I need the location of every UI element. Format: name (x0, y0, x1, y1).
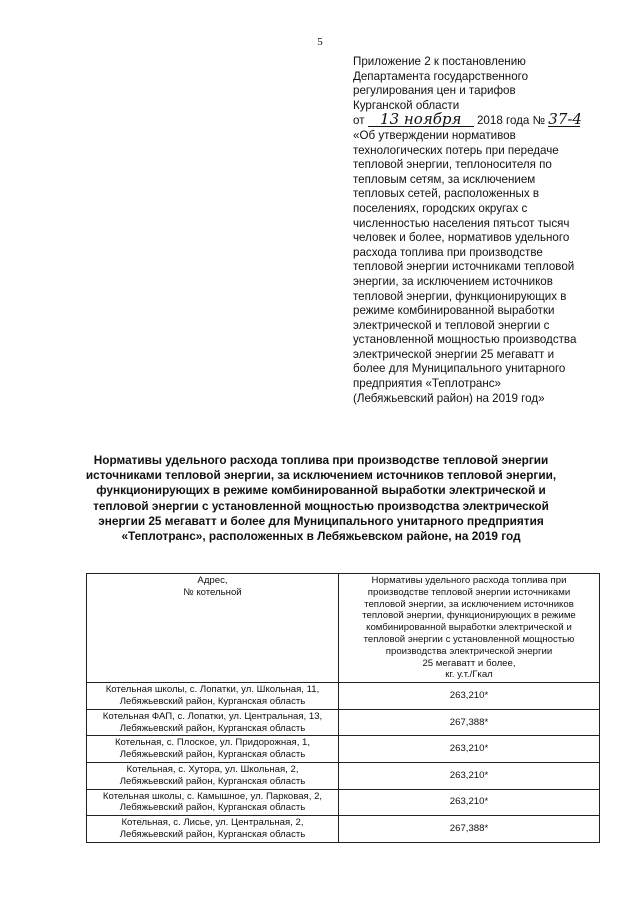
appendix-title-line: более для Муниципального унитарного (353, 362, 566, 376)
address-text: Лебяжьевский район, Курганская область (119, 802, 306, 814)
address-cell (87, 736, 339, 763)
header-text: Адрес, (197, 575, 228, 586)
appendix-line: Приложение 2 к постановлению (353, 55, 526, 68)
address-cell (87, 789, 339, 816)
appendix-title-line: расхода топлива при производстве (353, 245, 543, 259)
address-cell (87, 762, 339, 789)
address-text: Котельная школы, с. Камышное, ул. Парковая, 2, (102, 790, 323, 802)
header-text: комбинированной выработки электрической и (366, 622, 572, 634)
header-text: тепловой энергии, функционирующих в режиме (362, 610, 576, 622)
appendix-title-line: технологических потерь при передаче (353, 143, 559, 157)
address-text: Лебяжьевский район, Курганская область (119, 722, 306, 734)
heading-line: «Теплотранс», расположенных в Лебяжьевском районе, на 2019 год (121, 529, 521, 544)
address-text: Котельная, с. Хутора, ул. Школьная, 2, (126, 763, 299, 775)
appendix-title-line: человек и более, нормативов удельного (353, 231, 570, 245)
appendix-line: регулирования цен и тарифов (353, 84, 516, 98)
appendix-title-line: электрической и тепловой энергии с (353, 318, 550, 332)
appendix-date-line (353, 110, 603, 129)
appendix-title-line: тепловым сетям, за исключением (353, 172, 536, 186)
appendix-title-line: энергии, за исключением источников (353, 274, 553, 288)
heading-line: тепловой энергии с установленной мощностью производства электрической (93, 498, 549, 513)
appendix-title-line: тепловых сетей, расположенных в (353, 187, 540, 201)
appendix-line: Курганской области (353, 98, 460, 112)
table-row (87, 709, 600, 736)
table-row (87, 789, 600, 816)
appendix-title-line: тепловой энергии, функционирующих в (353, 289, 567, 303)
handwritten-number: 37-4 (548, 110, 582, 129)
value-cell: 263,210* (339, 736, 600, 763)
appendix-title-line: установленной мощностью производства (353, 333, 577, 347)
table-row (87, 816, 600, 843)
address-text: Котельная ФАП, с. Лопатки, ул. Центральная, 13, (102, 710, 323, 722)
value-cell: 263,210* (339, 762, 600, 789)
value-cell: 267,388* (339, 709, 600, 736)
table-row (87, 683, 600, 710)
heading-line: источниками тепловой энергии, за исключением источников тепловой энергии, (85, 468, 557, 483)
page-number: 5 (317, 36, 323, 48)
address-cell (87, 683, 339, 710)
header-norm (339, 574, 600, 683)
value-cell: 263,210* (339, 683, 600, 710)
header-text: тепловой энергии, за исключением источников (364, 598, 574, 610)
address-cell (87, 709, 339, 736)
value-cell: 263,210* (339, 789, 600, 816)
table-row (87, 762, 600, 789)
heading-line: Нормативы удельного расхода топлива при производстве тепловой энергии (93, 453, 549, 467)
header-text: производстве тепловой энергии источниками (367, 586, 571, 598)
date-prefix: от (353, 114, 365, 128)
appendix-title-line: (Лебяжьевский район) на 2019 год» (353, 391, 545, 405)
address-text: Лебяжьевский район, Курганская область (119, 749, 306, 761)
appendix-title-line: электрической энергии 25 мегаватт и (353, 347, 555, 361)
address-text: Котельная, с. Лисье, ул. Центральная, 2, (121, 817, 304, 829)
appendix-line: Департамента государственного (353, 69, 529, 83)
address-text: Котельная, с. Плоское, ул. Придорожная, 1, (114, 737, 311, 749)
header-text: № котельной (183, 586, 242, 598)
appendix-title-line: тепловой энергии источниками тепловой (353, 260, 575, 274)
address-text: Лебяжьевский район, Курганская область (119, 695, 306, 707)
value-cell: 267,388* (339, 816, 600, 843)
table-row (87, 736, 600, 763)
header-text: производства электрической энергии (385, 645, 553, 657)
appendix-title-line: режиме комбинированной выработки (353, 304, 555, 318)
appendix-title-line: тепловой энергии, теплоносителя по (353, 158, 552, 172)
address-text: Котельная школы, с. Лопатки, ул. Школьная, 11, (105, 684, 320, 696)
address-text: Лебяжьевский район, Курганская область (119, 775, 306, 787)
heading-line: функционирующих в режиме комбинированной выработки электрической и (96, 483, 546, 498)
address-text: Лебяжьевский район, Курганская область (119, 828, 306, 840)
appendix-block (353, 55, 603, 406)
header-text: 25 мегаватт и более, (422, 657, 516, 669)
appendix-title-line: поселениях, городских округах с (353, 201, 528, 215)
norms-table (86, 573, 600, 843)
header-address (87, 574, 339, 683)
header-text: Нормативы удельного расхода топлива при (371, 575, 567, 586)
appendix-title-line: «Об утверждении нормативов (353, 128, 516, 142)
heading-line: энергии 25 мегаватт и более для Муниципального унитарного предприятия (98, 513, 544, 528)
table-header-row (87, 574, 600, 683)
handwritten-date: 13 ноября (368, 113, 474, 127)
header-text: тепловой энергии с установленной мощностью (363, 633, 575, 645)
document-heading (60, 453, 582, 544)
address-cell (87, 816, 339, 843)
appendix-title-line: численностью населения пятьсот тысяч (353, 216, 570, 230)
appendix-title-line: предприятия «Теплотранс» (353, 377, 501, 391)
header-text: кг. у.т./Гкал (445, 669, 493, 681)
year-text: 2018 года № (476, 114, 546, 128)
